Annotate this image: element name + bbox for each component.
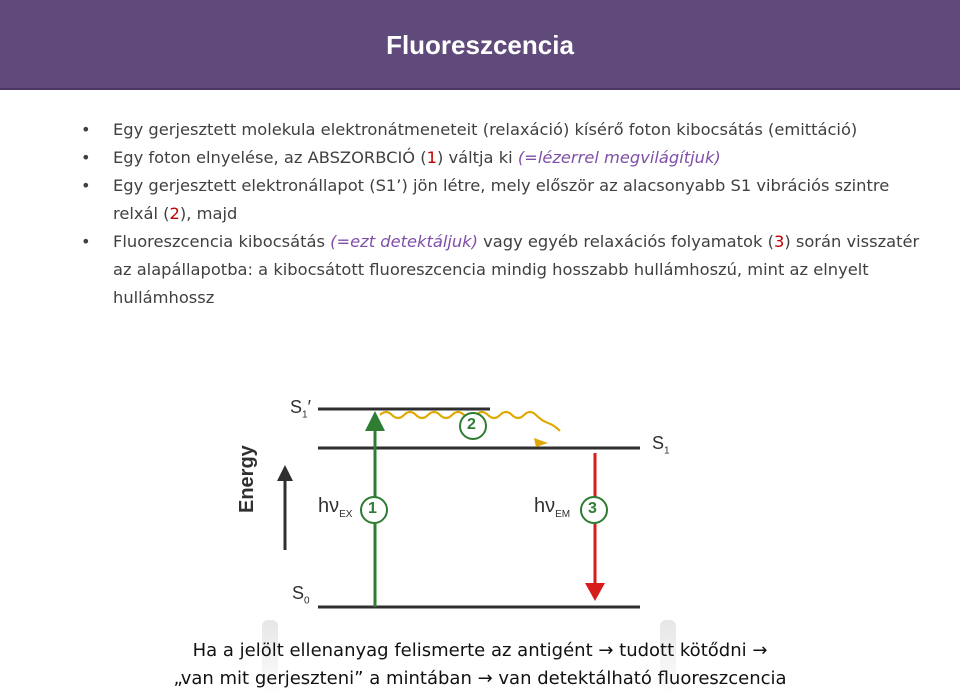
relaxation-arrowhead <box>534 438 548 447</box>
bullet-list <box>80 116 930 312</box>
step-number: 2 <box>169 204 180 223</box>
step-number: 3 <box>773 232 785 251</box>
label-hv-ex: $h\nu_{EX}$ <box>318 495 353 520</box>
step-3-number: 3 <box>588 500 597 517</box>
note: (=lézerrel megvilágítjuk) <box>517 148 721 167</box>
step-number: 1 <box>426 148 437 167</box>
jablonski-diagram <box>236 385 700 625</box>
emission-arrowhead <box>585 583 605 601</box>
slide-title: Fluoreszcencia <box>386 30 574 60</box>
energy-axis-arrowhead <box>277 465 293 481</box>
step-1-number: 1 <box>368 500 377 517</box>
label-s1: $S_1$ <box>652 433 670 457</box>
label-s1-prime: $S_1'$ <box>290 397 311 421</box>
footer-line-1: Ha a jelölt ellenanyag felismerte az antigént → tudott kötődni → <box>192 640 768 661</box>
label-hv-em: $h\nu_{EM}$ <box>534 495 571 520</box>
bullet-item: • Fluoreszcencia kibocsátás (=ezt detektáljuk) vagy egyéb relaxációs folyamatok (3) során visszatér az alapállapotba: a kibocsátott fluoreszcencia mindig hosszabb hullámhoszú, mint az elnyelt hullámhossz <box>80 228 930 312</box>
footer-line-2: „van mit gerjeszteni” a mintában → van detektálható fluoreszcencia <box>173 668 787 689</box>
note: (=ezt detektáljuk) <box>330 232 478 251</box>
bullet-item: • Egy gerjesztett molekula elektronátmeneteit (relaxáció) kísérő foton kibocsátás (emittáció) <box>80 116 930 144</box>
energy-label: Energy <box>236 445 258 513</box>
label-s0: $S_0$ <box>292 583 310 607</box>
bullet-item: • Egy foton elnyelése, az ABSZORBCIÓ (1) váltja ki (=lézerrel megvilágítjuk) <box>80 144 930 172</box>
step-2-number: 2 <box>467 416 476 433</box>
bullet-item: • Egy gerjesztett elektronállapot (S1’) jön létre, mely először az alacsonyabb S1 vibrációs szintre relxál (2), majd <box>80 172 930 228</box>
